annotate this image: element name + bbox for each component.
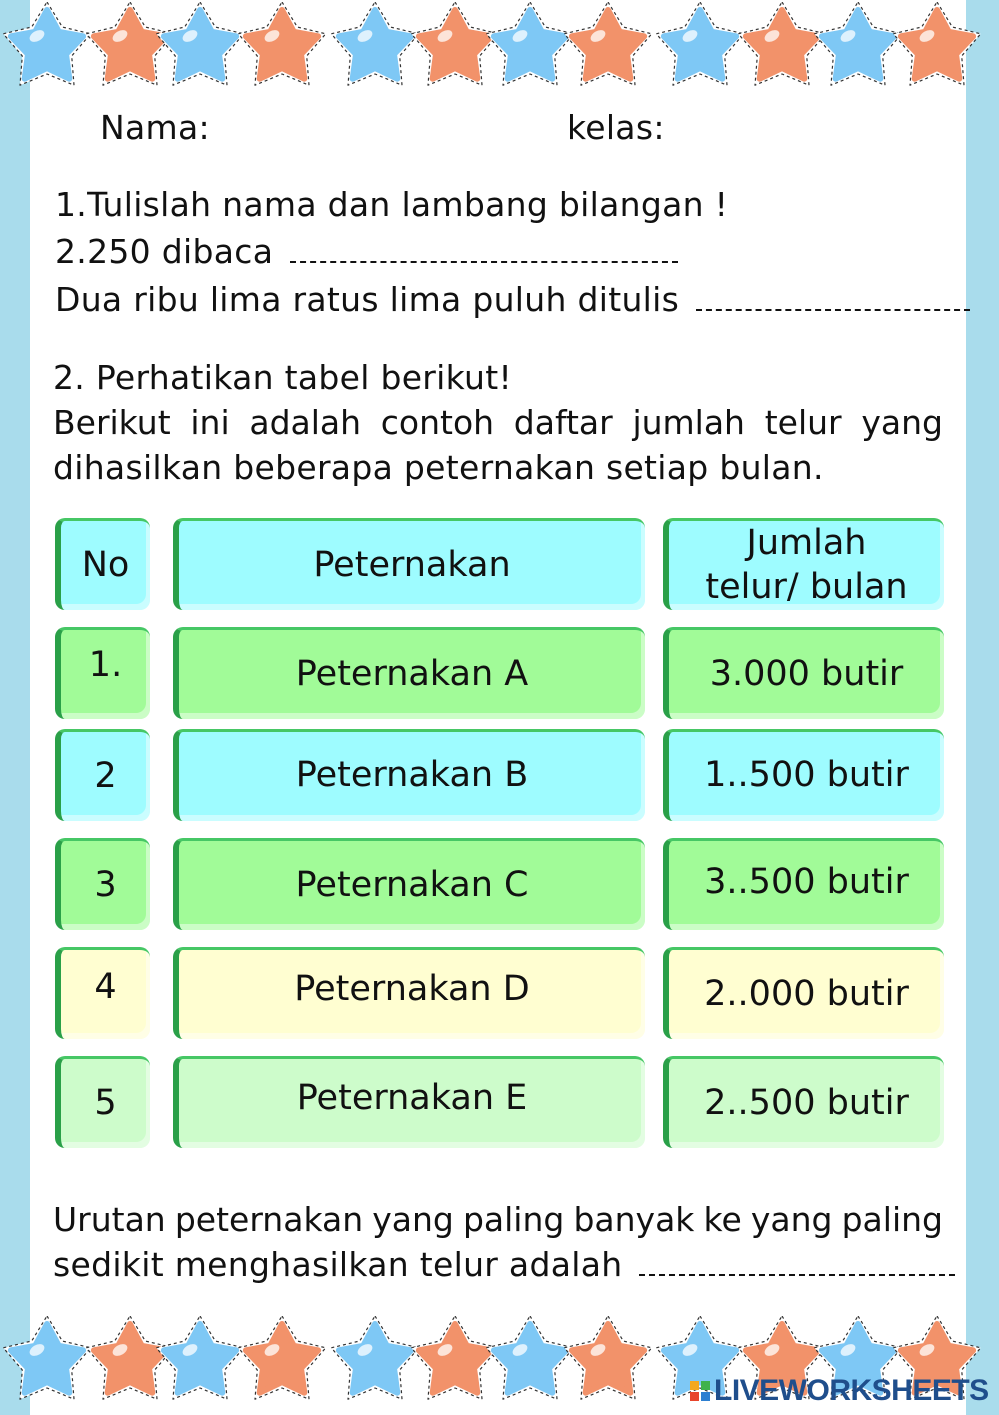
liveworksheets-logo[interactable] <box>690 1374 989 1408</box>
q2-intro-word: Berikut <box>53 403 171 442</box>
nama-label: Nama: <box>100 108 210 147</box>
table-row-4-no: 4 <box>55 947 150 1039</box>
q2-intro-word: adalah <box>249 403 362 442</box>
q3-line1-word: yang <box>372 1200 454 1239</box>
table-row-5-no: 5 <box>55 1056 150 1148</box>
q3-line1-word: banyak <box>573 1200 695 1239</box>
q2-intro-word: ini <box>190 403 230 442</box>
star-border-top <box>0 2 999 92</box>
q2-intro-word: jumlah <box>632 403 745 442</box>
q2-intro-word: telur <box>764 403 842 442</box>
q3-line1-word: paling <box>841 1200 943 1239</box>
q2-intro-word: contoh <box>380 403 495 442</box>
liveworksheets-logo-icon <box>690 1381 710 1401</box>
q3-line1-word: Urutan <box>53 1200 166 1239</box>
q2-intro-word: daftar <box>513 403 613 442</box>
table-header-jumlah-line2: telur/ bulan <box>705 566 908 607</box>
q1-line2-prefix: Dua ribu lima ratus lima puluh ditulis <box>55 280 680 319</box>
q3-line1 <box>53 1200 943 1239</box>
q3-line2 <box>53 1245 955 1284</box>
q3-line1-word: paling <box>462 1200 565 1239</box>
table-header-jumlah <box>663 518 944 610</box>
table-row-2-jumlah: 1..500 butir <box>663 729 944 821</box>
table-header-no: No <box>55 518 150 610</box>
q2-intro-word: yang <box>861 403 943 442</box>
q1-line1-prefix: 2.250 dibaca <box>55 232 274 271</box>
table-row-1-peternakan: Peternakan A <box>173 627 645 719</box>
q1-instruction: 1.Tulislah nama dan lambang bilangan ! <box>55 185 729 224</box>
table-row-4-peternakan: Peternakan D <box>173 947 645 1039</box>
table-row-2-no: 2 <box>55 729 150 821</box>
table-header-peternakan: Peternakan <box>173 518 645 610</box>
q3-line1-word: ke <box>703 1200 742 1239</box>
table-row-4-jumlah: 2..000 butir <box>663 947 944 1039</box>
q1-line2 <box>55 280 970 319</box>
q2-intro-line2: dihasilkan beberapa peternakan setiap bulan. <box>53 448 824 487</box>
q3-line1-word: yang <box>750 1200 833 1239</box>
table-header-jumlah-line1: Jumlah <box>746 522 867 563</box>
table-row-3-jumlah: 3..500 butir <box>663 838 944 930</box>
q3-line1-word: peternakan <box>174 1200 364 1239</box>
table-row-5-peternakan: Peternakan E <box>173 1056 645 1148</box>
table-row-1-no: 1. <box>55 627 150 719</box>
table-row-3-peternakan: Peternakan C <box>173 838 645 930</box>
table-row-5-jumlah: 2..500 butir <box>663 1056 944 1148</box>
q1-line1-answer-blank[interactable] <box>290 247 678 263</box>
q3-line2-prefix: sedikit menghasilkan telur adalah <box>53 1245 623 1284</box>
q3-answer-blank[interactable] <box>639 1260 955 1276</box>
q1-line1 <box>55 232 678 271</box>
table-row-2-peternakan: Peternakan B <box>173 729 645 821</box>
q2-title: 2. Perhatikan tabel berikut! <box>53 358 513 397</box>
q1-line2-answer-blank[interactable] <box>696 295 970 311</box>
table-row-3-no: 3 <box>55 838 150 930</box>
kelas-label: kelas: <box>567 108 665 147</box>
table-row-1-jumlah: 3.000 butir <box>663 627 944 719</box>
q2-intro-line1 <box>53 403 943 442</box>
liveworksheets-logo-text: LIVEWORKSHEETS <box>714 1374 989 1407</box>
